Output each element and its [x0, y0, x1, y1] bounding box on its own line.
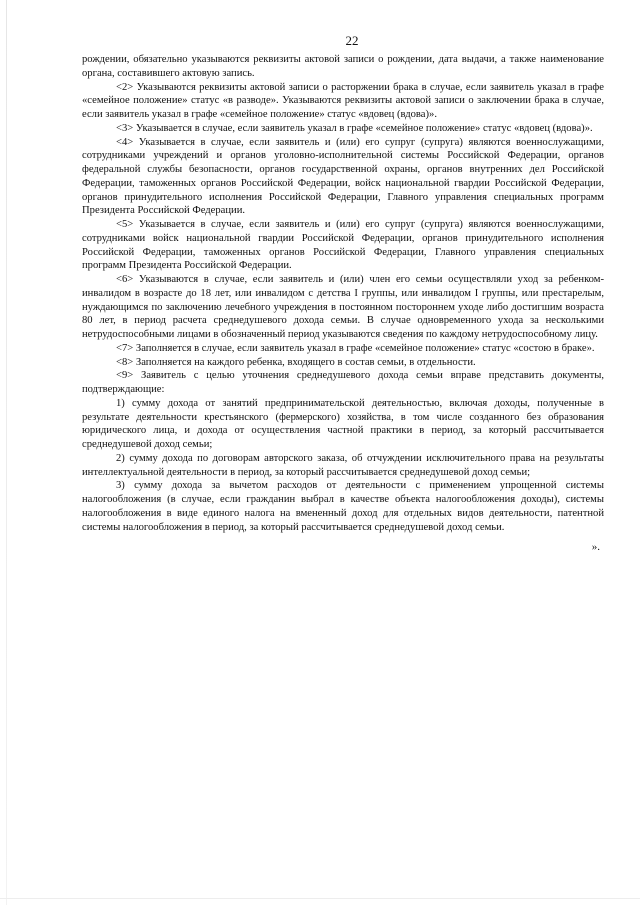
list-item-1: 1) сумму дохода от занятий предпринимательской деятельностью, включая доходы, полученные в результате деятельности крестьянского (фермерского) хозяйства, в том числе созданного без образования юридического лица, и дохода от осуществления частной практики в период, за который рассчитывается среднедушевой доход семьи; [82, 397, 604, 450]
footnote-9: <9> Заявитель с целью уточнения среднедушевого дохода семьи вправе представить документы, подтверждающие: [82, 370, 604, 395]
footnote-6: <6> Указываются в случае, если заявитель и (или) член его семьи осуществляли уход за ребенком-инвалидом в возрасте до 18 лет, или инвалидом с детства I группы, или инвалидом I группы, или престарелым, нуждающимся по заключению лечебного учреждения в постоянном постороннем уходе либо достигшим возраста 80 лет, в период расчета среднедушевого дохода семьи. В случае одновременного ухода за несколькими нетрудоспособными лицами в обозначенный период указываются сведения по каждому нетрудоспособному лицу. [82, 274, 604, 340]
footnote-2: <2> Указываются реквизиты актовой записи о расторжении брака в случае, если заявитель указал в графе «семейное положение» статус «в разводе». Указываются реквизиты актовой записи о заключении брака в случае, если заявитель указал в графе «семейное положение» статус «вдовец (вдова)». [82, 81, 604, 120]
scan-edge-left [6, 0, 7, 905]
footnote-7: <7> Заполняется в случае, если заявитель указал в графе «семейное положение» статус «состою в браке». [116, 342, 595, 354]
closing-quote-mark: ». [591, 541, 600, 554]
list-item-2: 2) сумму дохода по договорам авторского заказа, об отчуждении исключительного права на результаты интеллектуальной деятельности в период, за который рассчитывается среднедушевой доход семьи; [82, 452, 604, 478]
scan-edge-bottom [0, 898, 640, 899]
footnote-4: <4> Указывается в случае, если заявитель и (или) его супруг (супруга) являются военнослужащими, сотрудниками учреждений и органов уголовно-исполнительной системы Российской Федерации, органов федеральной службы безопасности, органов государственной охраны, органов внутренних дел Российской Федерации, таможенных органов Российской Федерации, войск национальной гвардии Российской Федерации, органов принудительного исполнения Российской Федерации, Главного управления специальных программ Президента Российской Федерации. [82, 136, 604, 217]
footnote-paragraph: рождении, обязательно указываются реквизиты актовой записи о рождении, дата выдачи, а также наименование органа, составившего актовую запись. [82, 54, 604, 79]
list-item-3: 3) сумму дохода за вычетом расходов от деятельности с применением упрощенной системы налогообложения (в случае, если гражданин выбрал в качестве объекта налогообложения доходы), системы налогообложения в виде единого налога на вмененный доход для отдельных видов деятельности, патентной системы налогообложения в период, за который рассчитывается среднедушевой доход семьи. [82, 480, 604, 533]
page-number: 22 [345, 33, 359, 48]
footnotes-body [82, 53, 604, 534]
footnote-3: <3> Указывается в случае, если заявитель указал в графе «семейное положение» статус «вдовец (вдова)». [116, 122, 593, 134]
footnote-5: <5> Указывается в случае, если заявитель и (или) его супруг (супруга) являются военнослужащими, сотрудниками войск национальной гвардии Российской Федерации, органов принудительного исполнения Российской Федерации, таможенных органов Российской Федерации, Главного управления специальных программ Президента Российской Федерации. [82, 219, 604, 272]
footnote-8: <8> Заполняется на каждого ребенка, входящего в состав семьи, в отдельности. [116, 356, 476, 368]
